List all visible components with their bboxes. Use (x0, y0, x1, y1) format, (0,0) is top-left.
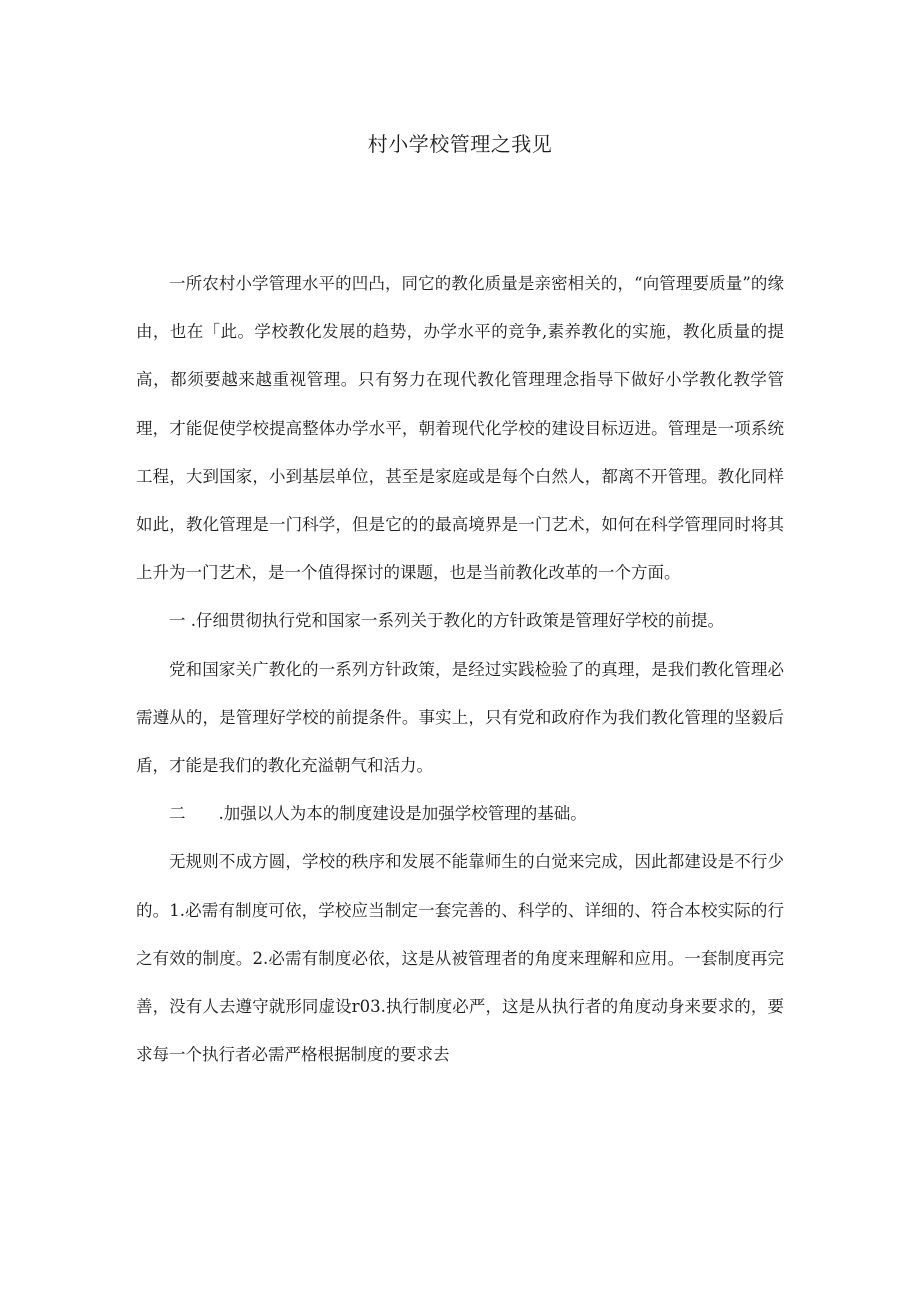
document-body (136, 260, 784, 1079)
paragraph-rules: 无规则不成方圆，学校的秩序和发展不能靠师生的白觉来完成，因此都建设是不行少的。1.必需有制度可依，学校应当制定一套完善的、科学的、详细的、符合本校实际的行之有效的制度。2.必需有制度必依，这是从被管理者的角度来理解和应用。一套制度再完善，没有人去遵守就形同虚设r03.执行制度必严，这是从执行者的角度动身来要求的，要求每一个执行者必需严格根据制度的要求去 (136, 852, 784, 1065)
paragraph-intro: 一所农村小学管理水平的凹凸，同它的教化质量是亲密相关的，“向管理要质量”的缘由，也在「此。学校教化发展的趋势，办学水平的竞争,素养教化的实施，教化质量的提高，都须要越来越重视管理。只有努力在现代教化管理理念指导下做好小学教化教学管理，才能促使学校提高整体办学水平，朝着现代化学校的建设目标迈进。管理是一项系统工程，大到国家，小到基层单位，甚至是家庭或是每个白然人，都离不开管理。教化同样如此，教化管理是一门科学，但是它的的最高境界是一门艺术，如何在科学管理同时将其上升为一门艺术，是一个值得探讨的课题，也是当前教化改革的一个方面。 (136, 274, 784, 583)
paragraph-heading-2: 二 .加强以人为本的制度建设是加强学校管理的基础。 (169, 804, 587, 824)
paragraph-policy: 党和国家关广教化的一系列方针政策，是经过实践检验了的真理，是我们教化管理必需遵从的，是管理好学校的前提条件。事实上，只有党和政府作为我们教化管理的坚毅后盾，才能是我们的教化充溢朝气和活力。 (136, 659, 784, 776)
paragraph-heading-1: 一 .仔细贯彻执行党和国家一系列关于教化的方针政策是管理好学校的前提。 (169, 611, 724, 631)
document-title: 村小学校管理之我见 (367, 132, 553, 156)
